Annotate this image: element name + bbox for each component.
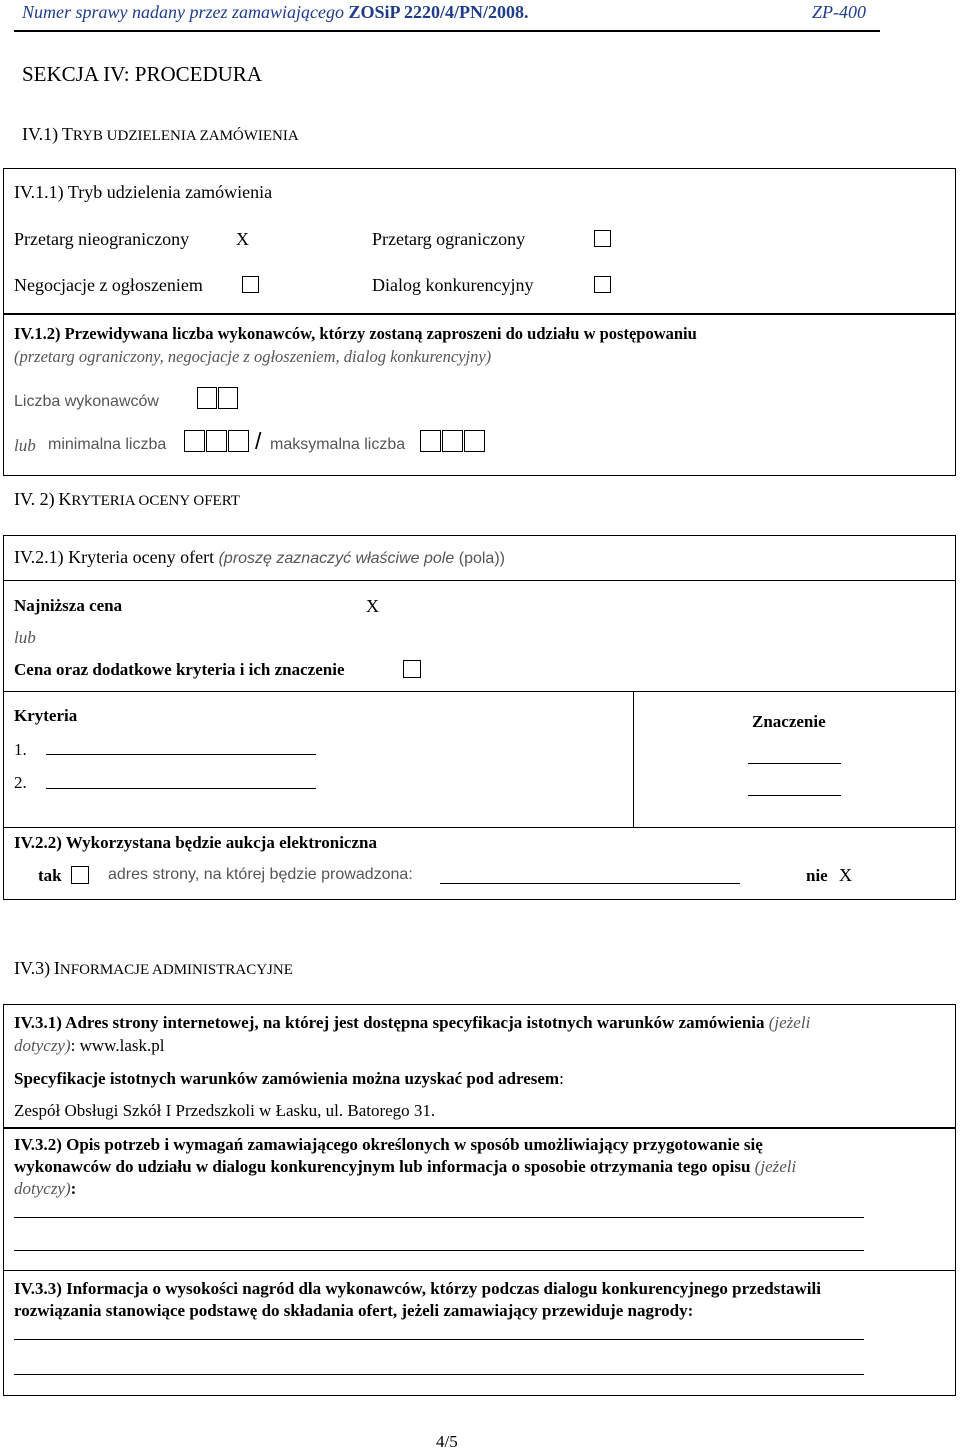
spec-address: Zespół Obsługi Szkół I Przedszkoli w Łasku, ul. Batorego 31. [14,1101,436,1120]
auction-yes-checkbox[interactable] [71,866,89,884]
iv33-answer-line-1[interactable] [14,1339,864,1340]
min-label: minimalna liczba [48,436,167,453]
iv32-line2-wrap: wykonawców do udziału w dialogu konkurencyjnym lub informacja o sposobie otrzymania tego opisu (jeżeli [14,1157,797,1176]
page-number: 4/5 [436,1432,458,1451]
auction-no-label: nie [806,866,828,885]
min-digit-2[interactable] [206,430,227,452]
page-header [0,0,960,32]
count-digit-1[interactable] [197,387,217,409]
iv3-heading: IV.3) INFORMACJE ADMINISTRACYJNE [14,958,293,978]
max-digit-1[interactable] [420,430,441,452]
iv12-title: IV.1.2) Przewidywana liczba wykonawców, którzy zostaną zaproszeni do udziału w postępowaniu [14,324,697,343]
auction-address-line[interactable] [440,883,740,884]
iv32-line3: dotyczy): [14,1179,77,1198]
iv31-url-line: dotyczy): www.lask.pl [14,1036,165,1055]
max-label: maksymalna liczba [270,436,406,453]
max-digit-2[interactable] [442,430,463,452]
iv33-line1: IV.3.3) Informacja o wysokości nagród dla wykonawców, którzy podczas dialogu konkurencyjnego przedstawili [14,1279,821,1298]
criteria-line-1[interactable] [46,754,316,755]
weight-label: Znaczenie [752,712,826,731]
criteria-line-2[interactable] [46,788,316,789]
count-label: Liczba wykonawców [14,393,159,410]
criteria-item-1: 1. [14,740,27,759]
iv32-line1: IV.3.2) Opis potrzeb i wymagań zamawiającego określonych w sposób umożliwiający przygotowanie się [14,1135,763,1154]
iv31-title-line: IV.3.1) Adres strony internetowej, na której jest dostępna specyfikacja istotnych warunków zamówienia (jeżeli [14,1013,811,1032]
iv11-title: IV.1.1) Tryb udzielenia zamówienia [14,182,273,202]
weight-line-1[interactable] [748,763,841,764]
option-limited-checkbox[interactable] [594,230,611,247]
range-slash: / [255,428,262,454]
price-plus-label: Cena oraz dodatkowe kryteria i ich znaczenie [14,660,345,679]
weight-line-2[interactable] [748,795,841,796]
iv12-lub: lub [14,436,36,455]
iv12-note: (przetarg ograniczony, negocjacje z ogłoszeniem, dialog konkurencyjny) [14,347,492,366]
iv32-answer-line-1[interactable] [14,1217,864,1218]
case-number: ZOSiP 2220/4/PN/2008. [348,2,529,22]
header-code: ZP-400 [812,2,866,22]
iv21-lub: lub [14,628,36,647]
option-limited-label: Przetarg ograniczony [372,229,526,249]
option-dialogue-checkbox[interactable] [594,276,611,293]
max-digit-3[interactable] [464,430,485,452]
iv2-heading: IV. 2) KRYTERIA OCENY OFERT [14,489,240,509]
criteria-item-2: 2. [14,773,27,792]
iv33-answer-line-2[interactable] [14,1374,864,1375]
option-negotiation-label: Negocjacje z ogłoszeniem [14,275,203,295]
auction-no-mark[interactable]: X [839,865,852,885]
price-plus-checkbox[interactable] [403,660,421,678]
option-dialogue-label: Dialog konkurencyjny [372,275,534,295]
criteria-box [3,691,634,828]
option-unlimited-mark[interactable]: X [236,229,249,249]
iv21-title-line: IV.2.1) Kryteria oceny ofert (proszę zaznaczyć właściwe pole (pola)) [14,547,505,567]
lowest-price-mark[interactable]: X [366,596,379,616]
section-title: SEKCJA IV: PROCEDURA [22,62,262,86]
lowest-price-label: Najniższa cena [14,596,123,615]
spec-url[interactable]: : www.lask.pl [70,1036,165,1055]
option-negotiation-checkbox[interactable] [242,276,259,293]
min-digit-1[interactable] [184,430,205,452]
min-digit-3[interactable] [228,430,249,452]
header-rule [14,30,880,32]
auction-yes-label: tak [38,866,62,885]
option-unlimited-label: Przetarg nieograniczony [14,229,190,249]
count-digit-2[interactable] [218,387,238,409]
iv32-answer-line-2[interactable] [14,1250,864,1251]
auction-address-label: adres strony, na której będzie prowadzona: [108,866,413,883]
iv22-title: IV.2.2) Wykorzystana będzie aukcja elektroniczna [14,833,377,852]
iv33-line2: rozwiązania stanowiące podstawę do składania ofert, jeżeli zamawiający przewiduje nagrody: [14,1301,694,1320]
header-case: Numer sprawy nadany przez zamawiającego ZOSiP 2220/4/PN/2008. [22,2,529,22]
iv1-heading: IV.1) TRYB UDZIELENIA ZAMÓWIENIA [22,124,299,144]
criteria-label: Kryteria [14,706,78,725]
spec-address-label-line: Specyfikacje istotnych warunków zamówienia można uzyskać pod adresem: [14,1069,564,1088]
